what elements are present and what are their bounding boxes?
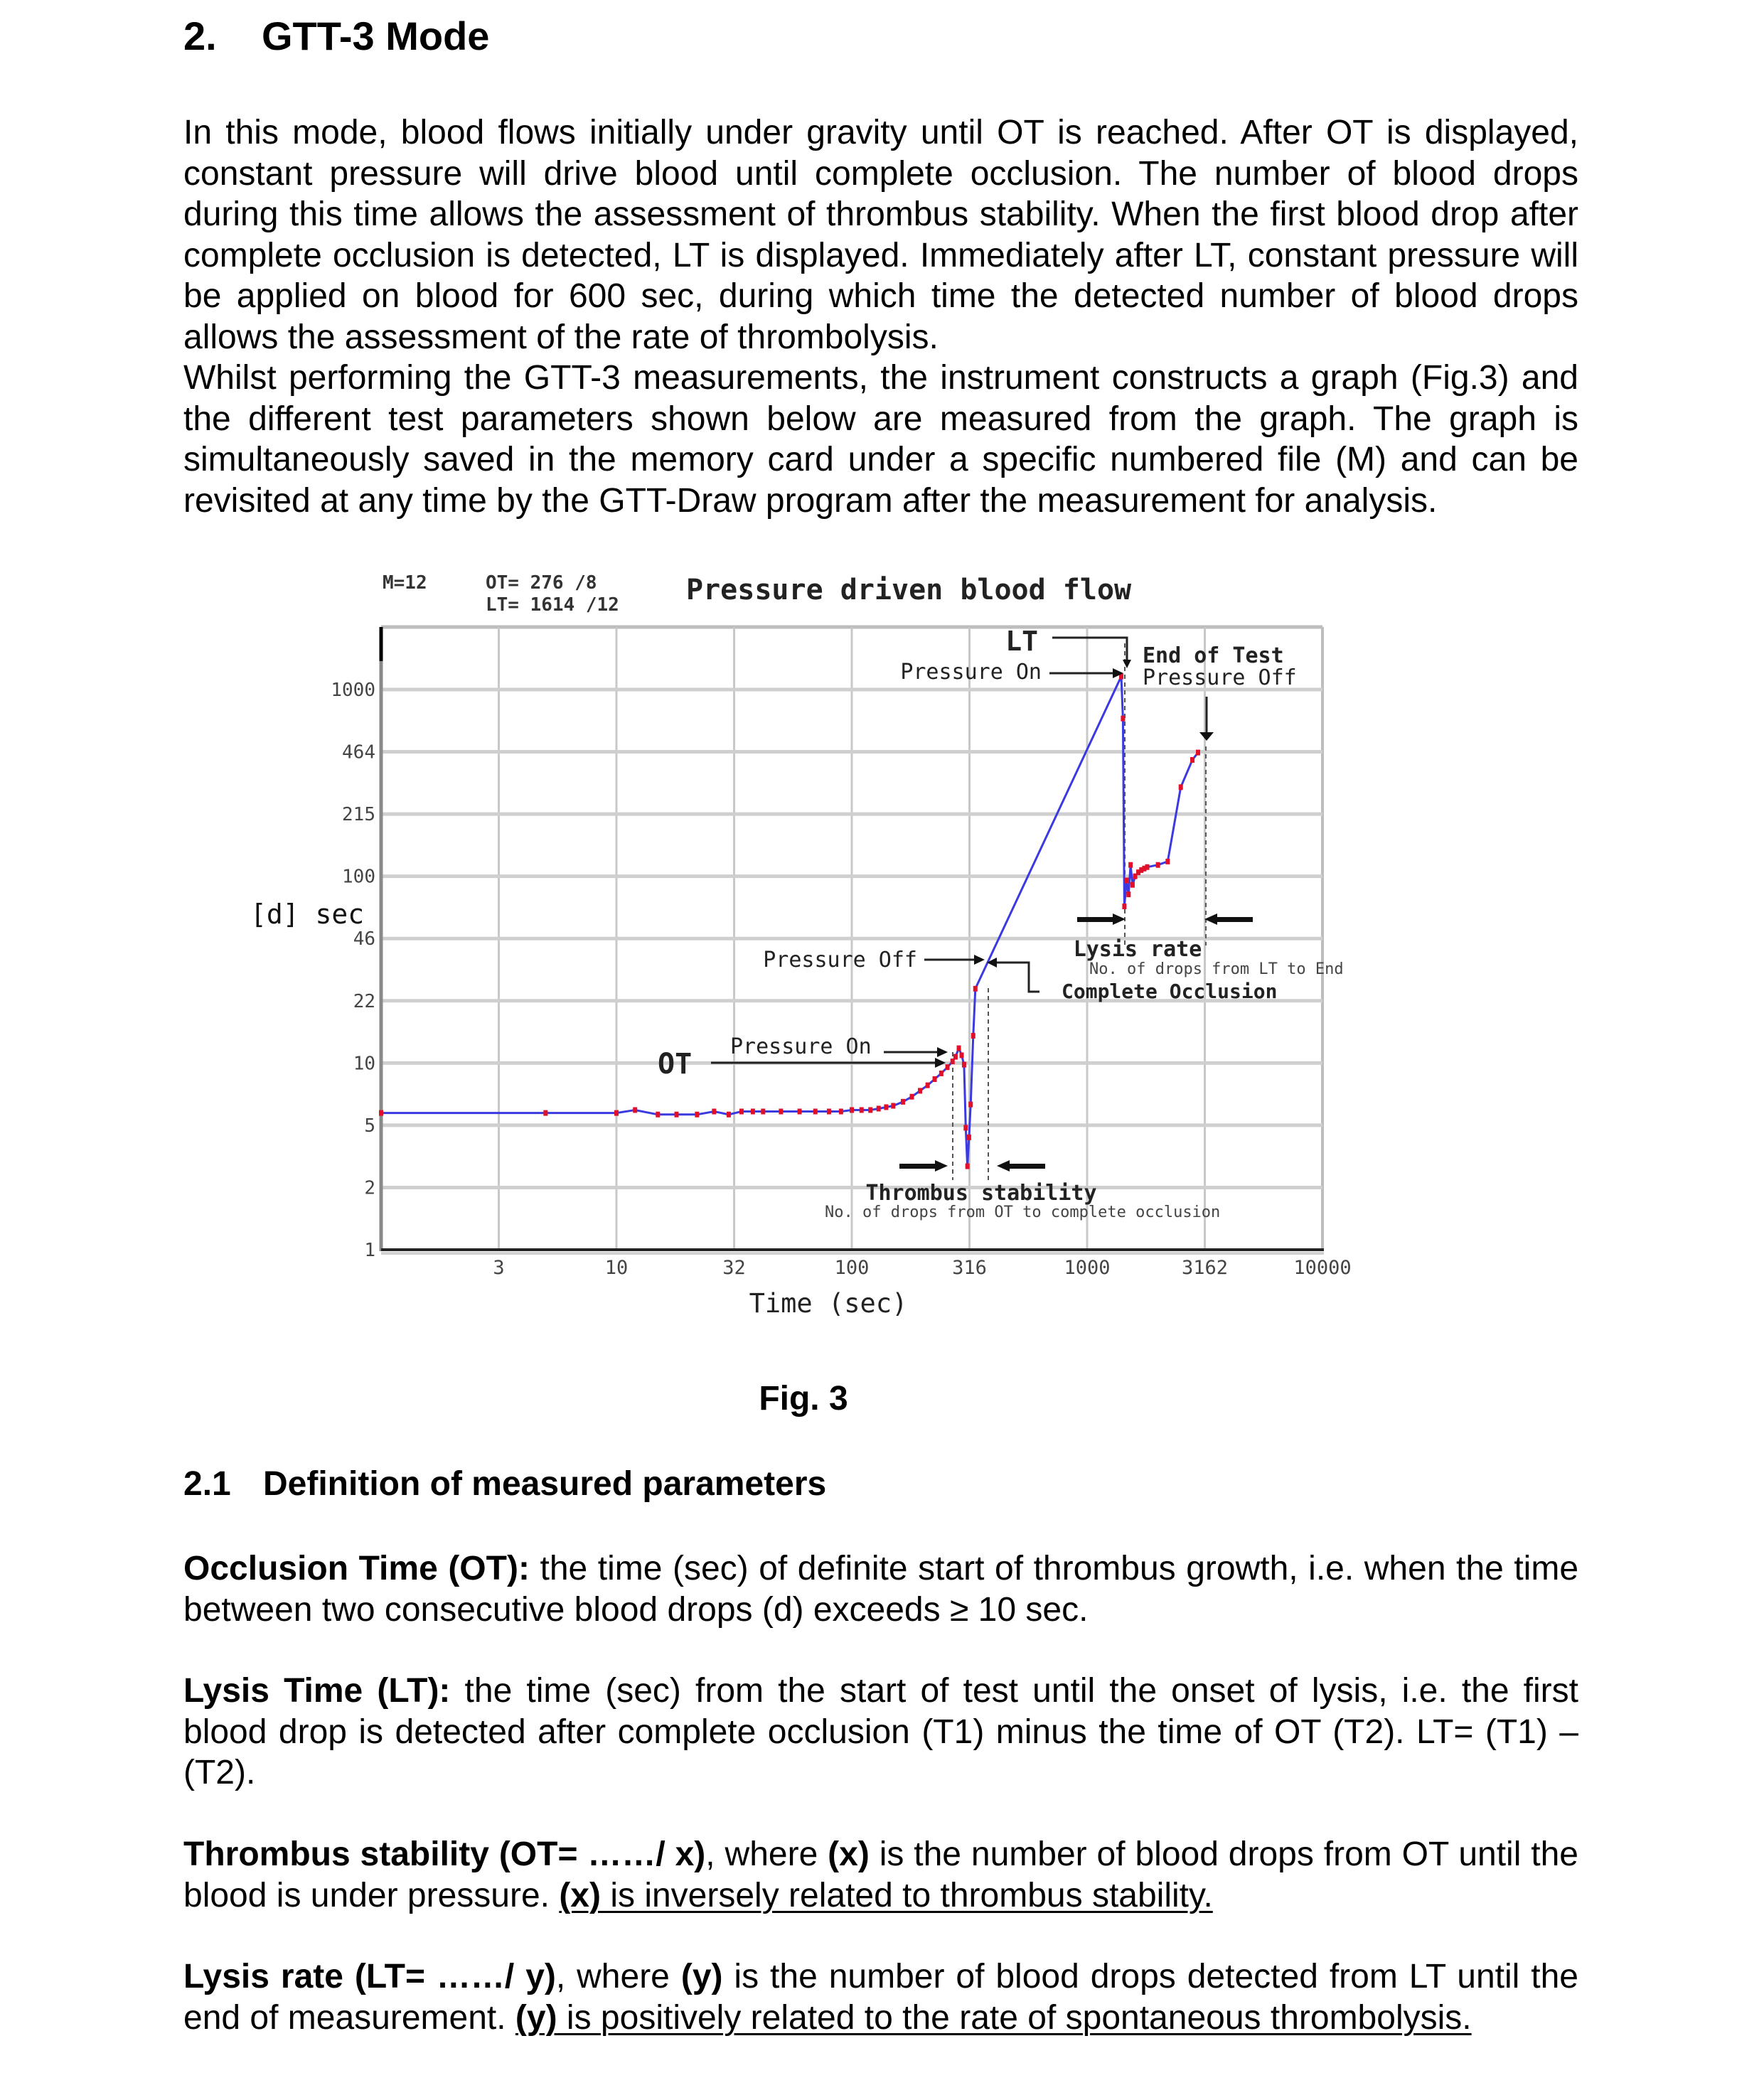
lysis-rate-annotation: Lysis rate [1073,937,1202,962]
data-point [1196,750,1200,756]
data-point [877,1105,881,1111]
data-point [953,1054,958,1060]
data-point [1128,862,1133,868]
definition-lr-term: Lysis rate (LT= ……/ y) [183,1958,556,1995]
data-point [966,1164,970,1169]
lt-annotation: LT [1005,626,1038,657]
data-point [712,1109,716,1115]
definition-lt-text: the time (sec) from the start of test until the onset of lysis, i.e. the first blood drop is detected after complete occlusion (T1) minus the time of OT (T2). LT= (T1) – (T2). [183,1672,1579,1791]
definition-lr-text-a: , where [555,1958,681,1995]
data-point [1145,864,1149,870]
data-point [1122,904,1126,909]
y-tick-label: 1 [364,1240,375,1261]
data-point [656,1112,660,1118]
data-point [839,1109,843,1115]
data-point [973,986,978,992]
section-title: GTT-3 Mode [262,14,490,58]
data-point [1165,859,1170,864]
lysis-rate-sub-annotation: No. of drops from LT to End [1089,960,1344,978]
data-point [695,1112,699,1118]
thrombus-stability-sub-annotation: No. of drops from OT to complete occlusion [825,1204,1221,1221]
x-tick-label: 32 [722,1257,746,1279]
figure-caption: Fig. 3 [759,1380,848,1418]
data-point [884,1104,888,1110]
data-point [1156,862,1160,868]
data-point [1126,891,1130,897]
data-point [798,1109,802,1115]
y-tick-label: 46 [353,928,375,950]
data-point [939,1071,944,1076]
annotation-arrows [711,638,1214,1068]
x-tick-label: 3 [493,1257,505,1279]
data-point [379,1110,383,1116]
definitions-heading [183,1464,826,1504]
x-tick-label: 10000 [1293,1257,1352,1279]
definition-lr-y1: (y) [680,1958,723,1995]
y-tick-labels [331,680,375,1261]
data-point [963,1125,968,1130]
definitions-heading-number: 2.1 [183,1465,231,1503]
section-number: 2. [183,14,217,58]
data-point [761,1109,765,1115]
m-label: M=12 [383,572,427,594]
data-point [962,1062,966,1068]
data-point [971,1033,975,1039]
end-of-test-annotation: End of Test [1143,643,1284,668]
data-point [779,1109,783,1115]
data-point [946,1064,950,1070]
data-point [1190,757,1194,763]
definition-ts-term: Thrombus stability (OT= ……/ x) [183,1836,706,1873]
pressure-off-top-annotation: Pressure Off [1143,665,1297,690]
complete-occlusion-annotation: Complete Occlusion [1062,980,1278,1003]
definition-lysis-rate [183,1956,1578,2038]
data-point [827,1109,831,1115]
definition-thrombus-stability [183,1834,1578,1916]
thrombus-stability-annotation: Thrombus stability [865,1181,1097,1206]
x-tick-label: 316 [952,1257,987,1279]
data-point [1130,882,1135,888]
y-tick-label: 5 [364,1115,375,1137]
chart-title: Pressure driven blood flow [686,574,1132,606]
y-tick-label: 100 [342,866,375,888]
y-tick-label: 1000 [331,680,375,701]
data-point [633,1107,637,1113]
definition-ts-x1: (x) [828,1836,870,1873]
data-point [968,1102,973,1108]
x-tick-label: 1000 [1064,1257,1111,1279]
pressure-off-mid-annotation: Pressure Off [763,948,917,972]
definition-lt-term: Lysis Time (LT): [183,1672,451,1710]
data-point [727,1112,731,1118]
y-tick-label: 464 [342,741,375,763]
pressure-on-bottom-annotation: Pressure On [730,1034,872,1059]
data-point [918,1088,922,1093]
definition-ts-text-b: is the number of blood drops from OT until the blood is under pressure. [183,1836,1578,1914]
y-tick-label: 22 [353,990,375,1012]
data-point [901,1099,905,1105]
data-points [379,674,1200,1169]
data-point [909,1094,914,1100]
x-tick-label: 10 [604,1257,629,1279]
ot-annotation: OT [658,1048,693,1081]
definition-ot-term: Occlusion Time (OT): [183,1550,530,1587]
data-point [967,1135,971,1140]
lt-label: LT= 1614 /12 [486,594,619,616]
x-axis-label: Time (sec) [749,1288,908,1319]
definition-ts-x2: (x) [559,1876,601,1914]
definition-ts-underlined-text: is inversely related to thrombus stability. [600,1876,1213,1914]
y-tick-label: 10 [353,1053,375,1075]
x-tick-label: 100 [834,1257,870,1279]
data-point [933,1076,937,1082]
data-point [1179,784,1183,790]
data-point [543,1110,547,1116]
definition-lt [183,1671,1578,1794]
intro-paragraph-1: In this mode, blood flows initially under gravity until OT is reached. After OT is displayed, constant pressure will drive blood until complete occlusion. The number of blood drops during this time allows the assessment of thrombus stability. When the first blood drop after complete occlusion is detected, LT is displayed. Immediately after LT, constant pressure will be applied on blood for 600 sec, during which time the detected number of blood drops allows the assessment of the rate of thrombolysis. [183,114,1578,356]
data-point [674,1112,678,1118]
x-tick-labels [493,1257,1351,1279]
definition-ts-underlined [559,1877,1212,1914]
definition-ot-text: the time (sec) of definite start of thrombus growth, i.e. when the time between two consecutive blood drops (d) exceeds ≥ 10 sec. [183,1550,1579,1629]
x-tick-label: 3162 [1181,1257,1229,1279]
data-point [813,1109,818,1115]
definition-lr-text-b: is the number of blood drops detected from LT until the end of measurement. [183,1958,1579,2037]
definition-lr-y2: (y) [515,1998,557,2037]
definitions-heading-title: Definition of measured parameters [263,1465,827,1503]
data-point [960,1052,964,1058]
definition-ot [183,1548,1578,1630]
data-point [739,1109,744,1115]
y-axis-label: [d] sec [250,899,365,930]
data-point [1121,716,1125,722]
definition-ts-text-a: , where [705,1836,828,1873]
data-point [850,1107,854,1113]
data-point [926,1083,930,1088]
data-point [957,1046,961,1051]
pressure-on-top-annotation: Pressure On [900,660,1042,685]
y-tick-label: 215 [342,804,375,826]
definition-lr-underlined-text: is positively related to the rate of spontaneous thrombolysis. [557,1998,1472,2037]
data-point [868,1107,872,1113]
definition-lr-underlined [515,1999,1472,2037]
data-line [381,677,1198,1167]
intro-paragraph-2: Whilst performing the GTT-3 measurements, the instrument constructs a graph (Fig.3) and the different test parameters shown below are measured from the graph. The graph is simultaneously saved in the memory card under a specific numbered file (M) and can be revisited at any time by the GTT-Draw program after the measurement for analysis. [183,359,1578,520]
data-point [891,1103,895,1109]
data-point [1124,878,1128,884]
y-tick-label: 2 [364,1177,375,1199]
ot-label: OT= 276 /8 [486,572,597,594]
data-point [751,1109,755,1115]
data-point [614,1110,619,1116]
data-point [860,1107,864,1113]
guide-lines [953,643,1206,1180]
